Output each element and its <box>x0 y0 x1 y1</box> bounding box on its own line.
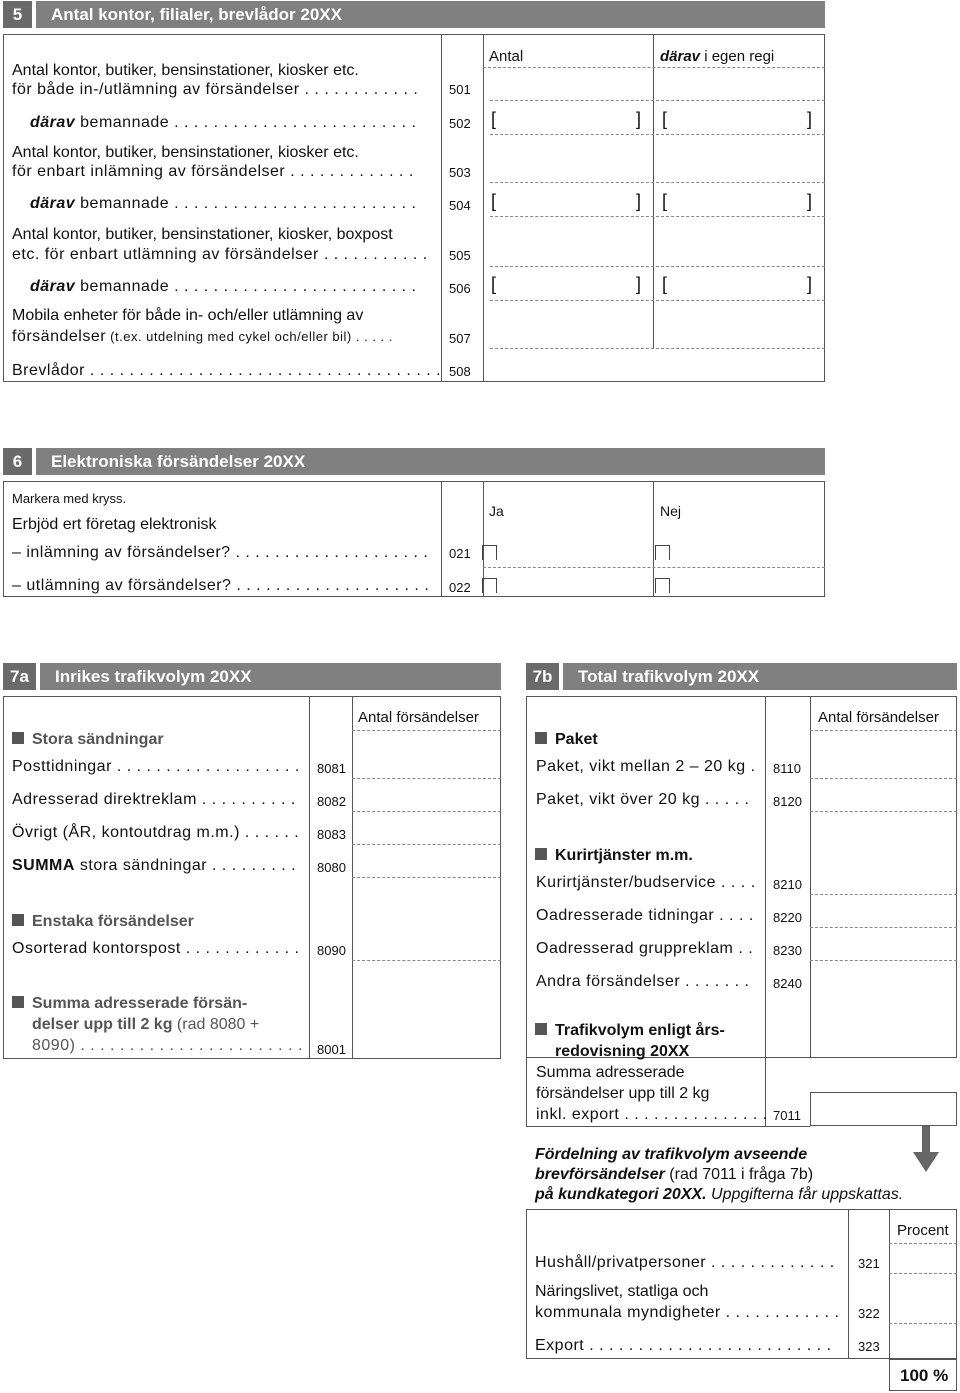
row-322-label-2: kommunala myndigheter . . . . . . . . . . . . <box>535 1304 840 1321</box>
column-header-egen-regi: därav i egen regi <box>660 48 775 65</box>
field-322[interactable] <box>889 1323 957 1324</box>
section-title: Total trafikvolym 20XX <box>578 667 760 686</box>
row-503-label-1: Antal kontor, butiker, bensinstationer, kiosker etc. <box>12 144 359 161</box>
row-321-label: Hushåll/privatpersoner . . . . . . . . . . . . . <box>535 1254 835 1271</box>
section-number: 7b <box>526 663 563 690</box>
checkbox-021-nej[interactable] <box>655 545 670 560</box>
row-505-label-2: etc. för enbart utlämning av försändelser . . . . . . . . . . . <box>12 246 428 263</box>
field-8210[interactable] <box>810 894 957 895</box>
row-8110-code: 8110 <box>773 761 801 776</box>
row-8220-label: Oadresserade tidningar . . . . <box>536 907 754 924</box>
row-8210-label: Kurirtjänster/budservice . . . . <box>536 874 756 891</box>
row-8230-label: Oadresserad gruppreklam . . <box>536 940 754 957</box>
row-505-code: 505 <box>449 248 471 263</box>
row-8080-label: SUMMA stora sändningar . . . . . . . . . <box>12 857 297 874</box>
column-header-antal-forsandelser: Antal försändelser <box>818 709 939 726</box>
field-321[interactable] <box>889 1273 957 1274</box>
row-8240-code: 8240 <box>773 976 802 991</box>
section-number: 6 <box>3 448 36 475</box>
row-322-code: 322 <box>858 1306 880 1321</box>
row-8220-code: 8220 <box>773 910 802 925</box>
row-507-label-2: försändelser (t.ex. utdelning med cykel och/eller bil) . . . . . <box>12 328 393 345</box>
section-6-header <box>3 448 825 475</box>
row-505-label-1: Antal kontor, butiker, bensinstationer, kiosker, boxpost <box>12 226 393 243</box>
section-7a-header <box>3 663 501 690</box>
field-8120[interactable] <box>810 811 957 812</box>
row-506-label: därav bemannade . . . . . . . . . . . . . . . . . . . . . . . . . <box>30 278 417 295</box>
row-503-label-2: för enbart inlämning av försändelser . . . . . . . . . . . . . <box>12 163 414 180</box>
checkbox-022-ja[interactable] <box>482 578 497 593</box>
column-header-ja: Ja <box>489 503 504 519</box>
field-8110[interactable] <box>810 778 957 779</box>
field-8081[interactable] <box>352 778 501 779</box>
row-321-code: 321 <box>858 1256 880 1271</box>
field-503[interactable] <box>490 182 825 183</box>
row-8210-code: 8210 <box>773 877 802 892</box>
field-507[interactable] <box>490 348 825 349</box>
row-501-label-1: Antal kontor, butiker, bensinstationer, kiosker etc. <box>12 62 359 79</box>
row-8082-code: 8082 <box>317 794 346 809</box>
total-percent: 100 % <box>900 1366 949 1385</box>
row-322-label-1: Näringslivet, statliga och <box>535 1283 709 1300</box>
row-8081-label: Posttidningar . . . . . . . . . . . . . . . . . . . <box>12 758 300 775</box>
question-text: Erbjöd ert företag elektronisk <box>12 516 217 533</box>
field-8082[interactable] <box>352 811 501 812</box>
column-header-procent: Procent <box>897 1222 949 1239</box>
row-8083-code: 8083 <box>317 827 346 842</box>
section-title: Antal kontor, filialer, brevlådor 20XX <box>51 5 342 24</box>
row-7011-label-2: försändelser upp till 2 kg <box>536 1085 710 1102</box>
row-501-label-2: för både in-/utlämning av försändelser . . . . . . . . . . . . <box>12 81 419 98</box>
row-507-code: 507 <box>449 331 471 346</box>
row-503-code: 503 <box>449 165 471 180</box>
heading-trafikvolym-2: redovisning 20XX <box>555 1043 690 1060</box>
checkbox-021-ja[interactable] <box>482 545 497 560</box>
row-8230-code: 8230 <box>773 943 802 958</box>
field-8080[interactable] <box>352 877 501 878</box>
field-8230[interactable] <box>810 960 957 961</box>
section-number: 7a <box>3 663 40 690</box>
row-507-label-1: Mobila enheter för både in- och/eller utlämning av <box>12 307 364 324</box>
row-323-label: Export . . . . . . . . . . . . . . . . . . . . . . . . . <box>535 1337 832 1354</box>
heading-summa-adresserade-2: delser upp till 2 kg (rad 8080 + <box>32 1016 260 1033</box>
field-8083[interactable] <box>352 844 501 845</box>
instruction-text: Markera med kryss. <box>12 491 127 506</box>
row-8001-code: 8001 <box>317 1042 346 1057</box>
question-021-label: – inlämning av försändelser? . . . . . . . . . . . . . . . . . . . . <box>12 544 429 561</box>
row-8080-code: 8080 <box>317 860 346 875</box>
row-8240-label: Andra försändelser . . . . . . . <box>536 973 750 990</box>
field-8220[interactable] <box>810 927 957 928</box>
arrow-down-icon <box>911 1126 941 1174</box>
heading-enstaka-forsandelser: Enstaka försändelser <box>12 912 194 931</box>
heading-stora-sandningar: Stora sändningar <box>12 730 164 749</box>
row-8081-code: 8081 <box>317 761 346 776</box>
column-header-nej: Nej <box>660 503 682 519</box>
heading-trafikvolym: Trafikvolym enligt års- <box>535 1021 725 1040</box>
row-501-code: 501 <box>449 82 471 97</box>
distribution-text-3: på kundkategori 20XX. Uppgifterna får uppskattas. <box>535 1186 904 1203</box>
field-504[interactable] <box>490 216 825 217</box>
field-502[interactable] <box>490 134 825 135</box>
row-8110-label: Paket, vikt mellan 2 – 20 kg . <box>536 758 756 775</box>
heading-summa-adresserade-3: 8090) . . . . . . . . . . . . . . . . . . . . . . . <box>32 1037 303 1054</box>
row-502-label: därav bemannade . . . . . . . . . . . . . . . . . . . . . . . . . <box>30 114 417 131</box>
row-504-code: 504 <box>449 198 471 213</box>
column-header-antal: Antal <box>489 48 524 65</box>
row-7011-code: 7011 <box>773 1108 801 1123</box>
field-501-antal[interactable] <box>490 100 825 101</box>
section-number: 5 <box>3 1 36 28</box>
heading-paket: Paket <box>535 730 598 749</box>
question-021-code: 021 <box>449 546 471 561</box>
row-7011-label-1: Summa adresserade <box>536 1064 685 1081</box>
question-022-label: – utlämning av försändelser? . . . . . . . . . . . . . . . . . . . . <box>12 577 430 594</box>
distribution-text-2: brevförsändelser (rad 7011 i fråga 7b) <box>535 1166 814 1183</box>
row-8083-label: Övrigt (ÅR, kontoutdrag m.m.) . . . . . . <box>12 824 300 841</box>
distribution-text-1: Fördelning av trafikvolym avseende <box>535 1146 808 1163</box>
field-7011[interactable] <box>810 1092 957 1126</box>
checkbox-022-nej[interactable] <box>655 578 670 593</box>
field-506[interactable] <box>490 300 825 301</box>
heading-kurirtjanster: Kurirtjänster m.m. <box>535 846 693 865</box>
section-5-header <box>3 1 825 28</box>
section-title: Elektroniska försändelser 20XX <box>51 452 306 471</box>
row-508-code: 508 <box>449 364 471 379</box>
row-8120-label: Paket, vikt över 20 kg . . . . . <box>536 791 750 808</box>
field-505[interactable] <box>490 266 825 267</box>
row-8082-label: Adresserad direktreklam . . . . . . . . . . <box>12 791 296 808</box>
row-7011-label-3: inkl. export . . . . . . . . . . . . . . . <box>536 1106 768 1123</box>
row-8120-code: 8120 <box>773 794 802 809</box>
row-8090-label: Osorterad kontorspost . . . . . . . . . . . . <box>12 940 300 957</box>
column-header-antal-forsandelser: Antal försändelser <box>358 709 479 726</box>
section-7b-header <box>526 663 957 690</box>
heading-summa-adresserade: Summa adresserade försän- <box>12 994 247 1013</box>
row-504-label: därav bemannade . . . . . . . . . . . . . . . . . . . . . . . . . <box>30 195 417 212</box>
row-506-code: 506 <box>449 281 471 296</box>
section-title: Inrikes trafikvolym 20XX <box>55 667 252 686</box>
question-022-code: 022 <box>449 580 471 595</box>
row-502-code: 502 <box>449 116 471 131</box>
row-508-label: Brevlådor . . . . . . . . . . . . . . . . . . . . . . . . . . . . . . . . . . . . <box>12 362 442 379</box>
field-8090[interactable] <box>352 960 501 961</box>
row-323-code: 323 <box>858 1339 880 1354</box>
row-8090-code: 8090 <box>317 943 346 958</box>
